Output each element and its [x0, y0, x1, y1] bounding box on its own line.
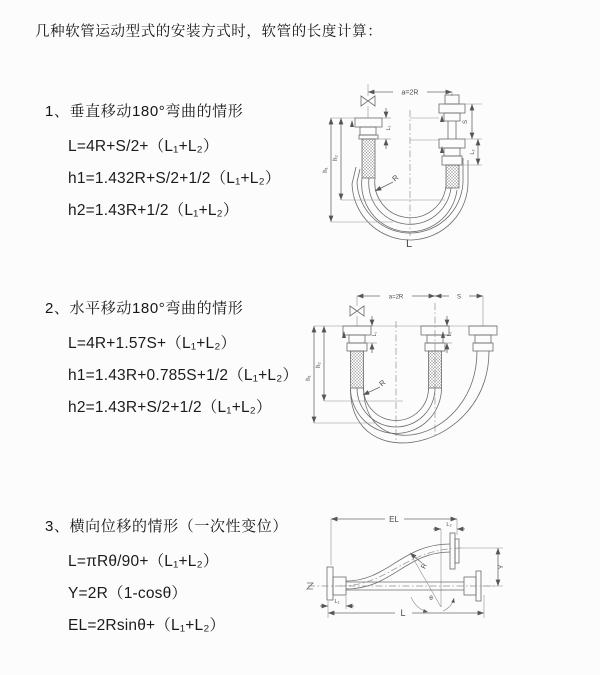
dim-y	[461, 548, 505, 586]
section-3-heading: 3、横向位移的情形（一次性变位）	[45, 518, 288, 535]
page-title: 几种软管运动型式的安装方式时，软管的长度计算：	[35, 24, 383, 40]
dim-label-l-total: L	[405, 238, 413, 250]
dim-label-r: R	[377, 377, 388, 389]
displaced-flange	[450, 533, 459, 569]
dim-l1	[367, 316, 378, 353]
dim-label-l2: L₂	[447, 331, 453, 337]
dim-s	[435, 295, 483, 327]
section-lateral-displacement	[45, 515, 288, 647]
hose-u-curves	[351, 351, 490, 443]
radius-leader	[375, 173, 401, 191]
dim-label-l1: L₁	[334, 599, 340, 605]
dim-label-a2r: a=2R	[401, 89, 419, 97]
formula-line: L=4R+S/2+（L₁+L₂）	[68, 138, 219, 155]
formula-line: h2=1.43R+1/2（L₁+L₂）	[68, 202, 239, 219]
dim-label-r: R	[390, 172, 401, 184]
dim-label-l2: L₂	[446, 522, 452, 528]
section-horizontal-move	[45, 297, 298, 429]
diagram-vertical-180-bend	[305, 70, 590, 260]
dim-h1	[323, 118, 393, 222]
dim-label-h2: h₂	[333, 155, 339, 161]
formula-line: Y=2R（1-cosθ）	[68, 585, 188, 602]
dim-a-2r	[357, 295, 435, 301]
dim-label-l2: L₂	[470, 149, 476, 155]
diagram-lateral-displacement	[300, 505, 600, 635]
dim-label-s: S	[456, 294, 462, 301]
section-2-heading: 2、水平移动180°弯曲的情形	[45, 300, 244, 317]
dim-l1	[376, 108, 392, 149]
formula-line: h1=1.432R+S/2+1/2（L₁+L₂）	[68, 170, 281, 187]
dim-label-s: S	[463, 119, 469, 125]
left-flange	[327, 567, 346, 600]
formula-line: h2=1.43R+S/2+1/2（L₁+L₂）	[68, 399, 272, 416]
valve-icon	[350, 296, 364, 326]
section-1-formulas	[68, 136, 281, 232]
dim-el	[331, 515, 457, 565]
formula-line: L=πRθ/90+（L₁+L₂）	[68, 553, 219, 570]
section-1-heading: 1、垂直移动180°弯曲的情形	[45, 103, 244, 120]
right-hose-fitting	[439, 95, 465, 188]
section-vertical-move	[45, 100, 281, 232]
right-hose-fitting	[469, 326, 497, 351]
dim-h1	[306, 326, 376, 423]
dim-label-a2r: a=2R	[388, 294, 404, 301]
diagram-horizontal-180-bend	[300, 283, 595, 458]
left-hose-fitting	[343, 326, 371, 388]
dim-label-h1: h₁	[323, 167, 329, 173]
dim-label-h2: h₂	[316, 362, 322, 368]
dim-label-l1: L₁	[386, 125, 392, 131]
dim-l2	[433, 522, 465, 607]
radius-leader	[410, 553, 429, 570]
dim-label-y: Y	[498, 564, 505, 570]
left-hose-fitting	[355, 118, 382, 178]
dim-label-h1: h₁	[306, 375, 312, 381]
dim-a-2r	[368, 90, 452, 97]
radius-leader	[363, 378, 388, 395]
section-2-formulas	[68, 333, 298, 429]
dim-label-r: R	[420, 562, 429, 571]
reference-arrows	[342, 331, 445, 338]
dim-label-theta: θ	[429, 595, 433, 602]
dim-label-l1: L₁	[372, 331, 378, 337]
dim-l2	[445, 316, 453, 353]
dim-l1	[320, 596, 354, 609]
formula-line: h1=1.43R+0.785S+1/2（L₁+L₂）	[68, 367, 299, 384]
formula-line: EL=2Rsinθ+（L₁+L₂）	[68, 617, 226, 634]
dim-l2	[470, 139, 478, 165]
angle-construction	[410, 553, 454, 612]
dim-l	[328, 595, 484, 618]
valve-icon	[361, 84, 375, 118]
dim-label-el: EL	[389, 515, 399, 524]
formula-line: L=4R+1.57S+（L₁+L₂）	[68, 335, 237, 352]
dim-label-l: L	[400, 608, 406, 618]
section-3-formulas	[68, 551, 288, 647]
